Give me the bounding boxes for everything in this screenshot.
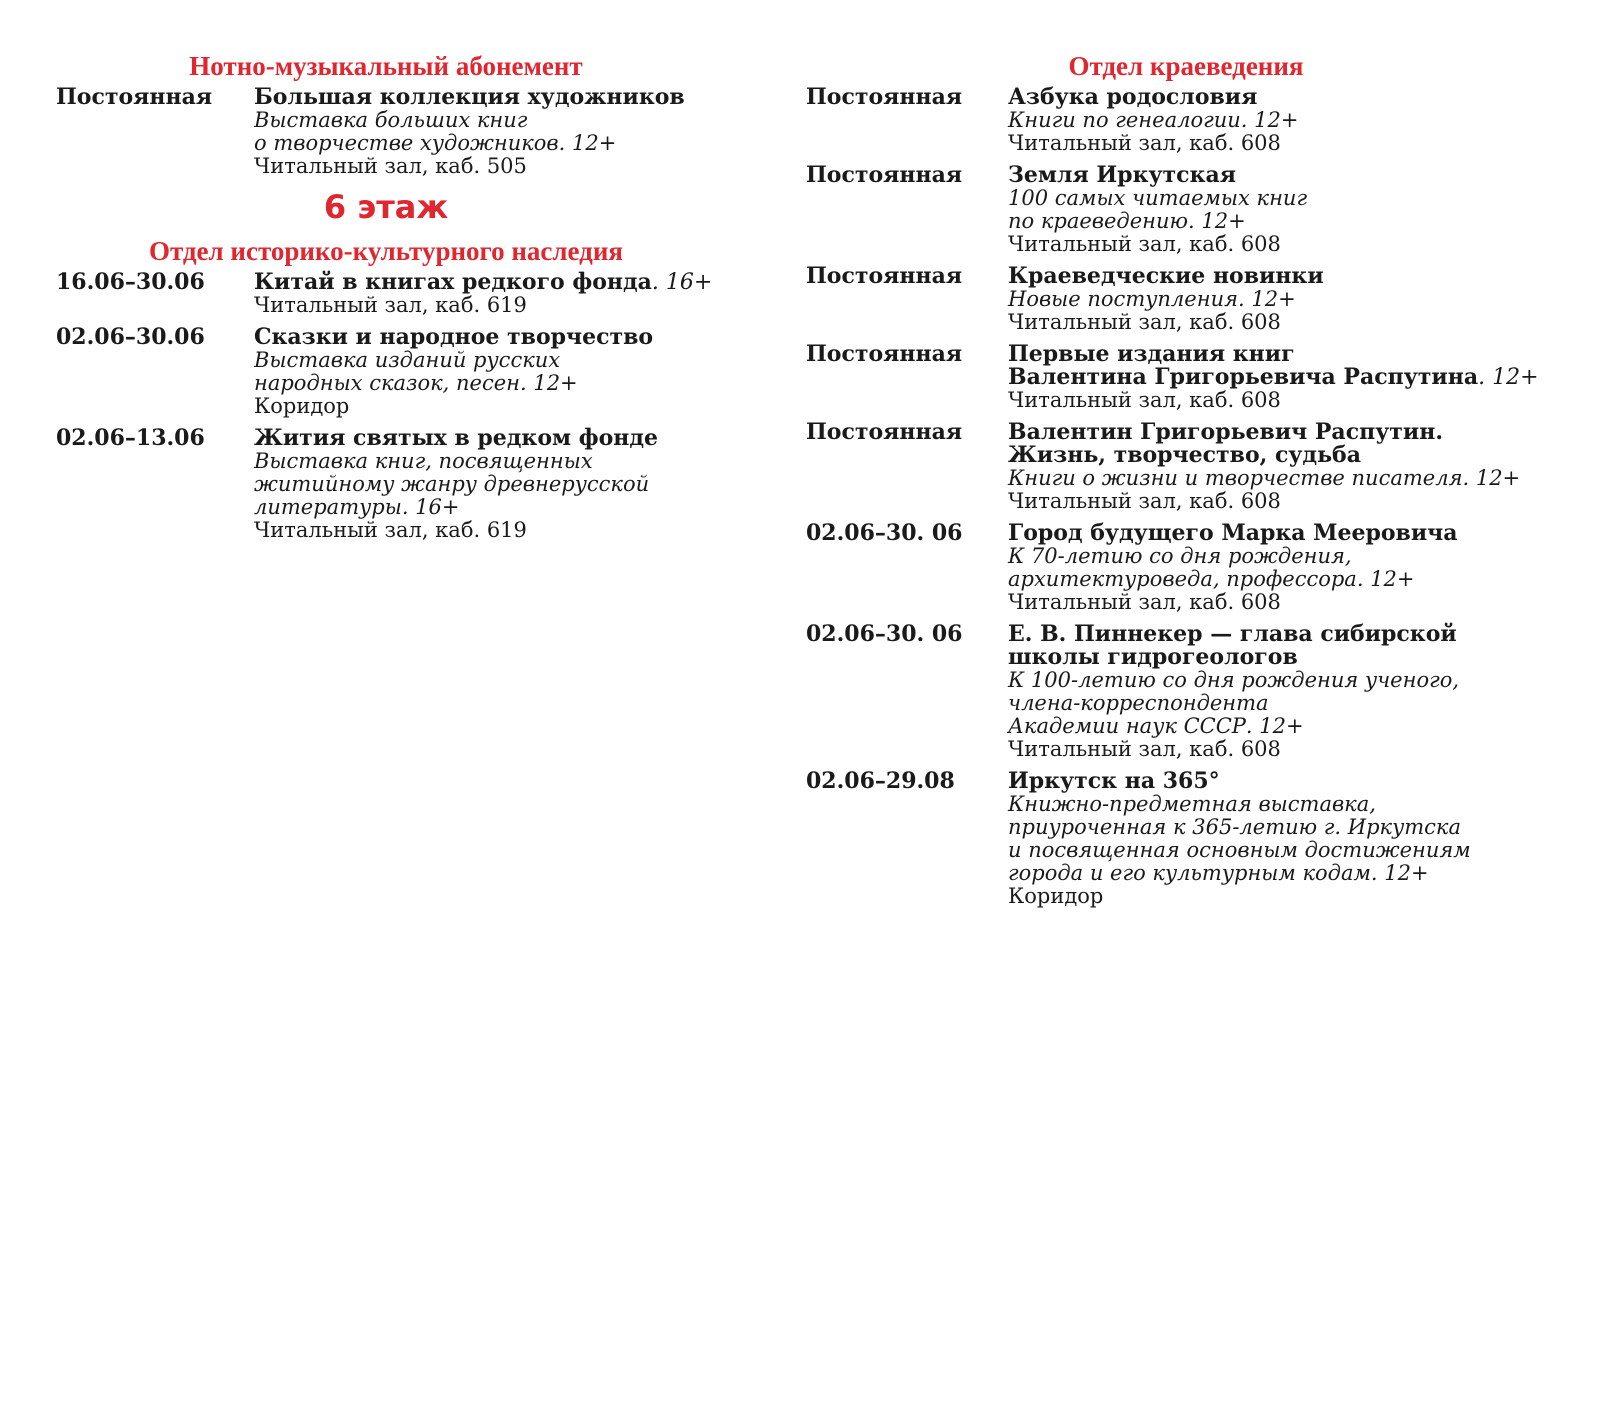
entry-location: Коридор <box>254 394 350 418</box>
entry-title: Жития святых в редком фонде <box>254 425 659 451</box>
exhibition-entry <box>56 427 716 542</box>
entry-location: Читальный зал, каб. 619 <box>254 518 527 542</box>
exhibition-entry <box>56 326 716 418</box>
exhibition-entry <box>56 86 716 178</box>
entry-body <box>1008 421 1566 513</box>
entry-body <box>254 427 716 542</box>
entry-date: 02.06–29.08 <box>806 768 955 794</box>
entry-body <box>254 86 716 178</box>
exhibition-entry <box>56 271 716 317</box>
exhibition-entry <box>806 265 1566 334</box>
entry-body <box>1008 770 1566 908</box>
entry-description: 100 самых читаемых книг по краеведению. 12+ <box>1008 186 1308 233</box>
entry-body <box>254 326 716 418</box>
entry-date: Постоянная <box>56 84 213 110</box>
entry-title: Иркутск на 365° <box>1008 768 1220 794</box>
exhibition-entry <box>806 770 1566 908</box>
entry-title: Валентин Григорьевич Распутин. Жизнь, творчество, судьба <box>1008 419 1443 468</box>
entry-location: Читальный зал, каб. 608 <box>1008 737 1281 761</box>
section-title-notes: Нотно-музыкальный абонемент <box>189 51 583 81</box>
entry-location: Читальный зал, каб. 608 <box>1008 310 1281 334</box>
entry-title: Большая коллекция художников <box>254 84 685 110</box>
entry-description: Выставка изданий русских народных сказок, песен. 12+ <box>254 348 578 395</box>
entry-date: Постоянная <box>806 84 963 110</box>
entry-description: К 100-летию со дня рождения ученого, члена-корреспондента Академии наук СССР. 12+ <box>1008 668 1460 738</box>
left-column <box>56 50 716 551</box>
entry-location: Читальный зал, каб. 608 <box>1008 388 1281 412</box>
exhibition-entry <box>806 421 1566 513</box>
entry-body <box>1008 164 1566 256</box>
entry-title: Первые издания книг Валентина Григорьевича Распутина. 12+ <box>1008 341 1539 390</box>
entry-location: Читальный зал, каб. 608 <box>1008 590 1281 614</box>
entry-date: 02.06–13.06 <box>56 425 205 451</box>
entry-description: Выставка больших книг о творчестве художников. 12+ <box>254 108 617 155</box>
entry-date: Постоянная <box>806 162 963 188</box>
entry-body <box>1008 522 1566 614</box>
entry-date: 02.06–30. 06 <box>806 621 963 647</box>
entry-location: Читальный зал, каб. 608 <box>1008 489 1281 513</box>
entry-date: Постоянная <box>806 419 963 445</box>
floor-title: 6 этаж <box>323 188 449 226</box>
entry-date: 02.06–30. 06 <box>806 520 963 546</box>
exhibition-entry <box>806 522 1566 614</box>
exhibition-entry <box>806 343 1566 412</box>
entry-description: К 70-летию со дня рождения, архитектуроведа, профессора. 12+ <box>1008 544 1415 591</box>
exhibition-entry <box>806 623 1566 761</box>
entry-date: 02.06–30.06 <box>56 324 205 350</box>
entry-title: Город будущего Марка Мееровича <box>1008 520 1458 546</box>
entry-title: Азбука родословия <box>1008 84 1258 110</box>
entry-date: Постоянная <box>806 263 963 289</box>
entry-body <box>1008 265 1566 334</box>
entry-location: Читальный зал, каб. 608 <box>1008 232 1281 256</box>
entry-title: Земля Иркутская <box>1008 162 1236 188</box>
entry-title: Е. В. Пиннекер — глава сибирской школы гидрогеологов <box>1008 621 1457 670</box>
entry-location: Читальный зал, каб. 505 <box>254 154 527 178</box>
entry-date: 16.06–30.06 <box>56 269 205 295</box>
entry-date: Постоянная <box>806 341 963 367</box>
entry-body <box>254 271 716 317</box>
entry-location: Коридор <box>1008 884 1104 908</box>
exhibition-entry <box>806 164 1566 256</box>
right-column <box>806 50 1566 917</box>
entry-body <box>1008 343 1566 412</box>
entry-title: Краеведческие новинки <box>1008 263 1324 289</box>
exhibition-entry <box>806 86 1566 155</box>
entry-description: Книги по генеалогии. 12+ <box>1008 108 1299 132</box>
entry-body <box>1008 86 1566 155</box>
entry-description: Новые поступления. 12+ <box>1008 287 1296 311</box>
entry-description: Книги о жизни и творчестве писателя. 12+ <box>1008 466 1521 490</box>
entry-location: Читальный зал, каб. 608 <box>1008 131 1281 155</box>
section-title-heritage: Отдел историко-культурного наследия <box>148 236 624 266</box>
entry-title: Сказки и народное творчество <box>254 324 654 350</box>
entry-body <box>1008 623 1566 761</box>
entry-title: Китай в книгах редкого фонда. 16+ <box>254 269 713 295</box>
entry-location: Читальный зал, каб. 619 <box>254 293 527 317</box>
entry-description: Книжно-предметная выставка, приуроченная к 365-летию г. Иркутска и посвященная основным достижениям города и его культурным кодам. 12+ <box>1008 792 1471 885</box>
entry-description: Выставка книг, посвященных житийному жанру древнерусской литературы. 16+ <box>254 449 650 519</box>
section-title-local-history: Отдел краеведения <box>1068 51 1304 81</box>
